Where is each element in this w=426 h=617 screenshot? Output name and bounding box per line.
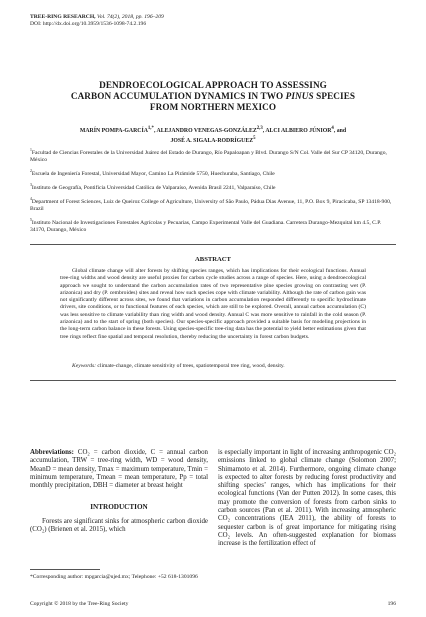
corresponding-author-footnote: *Corresponding author: mpgarcia@ujed.mx; Telephone: +52 618-1301096: [30, 574, 198, 580]
affiliation-1-text: Facultad de Ciencias Forestales de la Universidad Juárez del Estado de Durango, Río Papaloapan y Blvd. Durango S/N Col. Valle del Sur CP 34120, Durango, México: [30, 149, 387, 164]
author-line-1: [30, 125, 396, 135]
author-4: JOSÉ A. SIGALA-RODRÍGUEZ: [170, 137, 254, 144]
abstract-top-rule: [30, 244, 396, 245]
abstract-heading: ABSTRACT: [195, 256, 231, 263]
right-column-text: is especially important in light of increasing anthropogenic CO₂ emissions linked to global climate change (Solomon 2007; Shimamoto et al. 2014). Furthermore, ongoing climate change is expected to alter forests by reducing forest productivity and shifting species’ ranges, which has implications for their ecological functions (Van der Putten 2012). In some cases, this may promote the conversion of forests from carbon sinks to carbon sources (Pan et al. 2011). With increasing atmospheric CO₂ concentrations (IEA 2011), the ability of forests to sequester carbon is of great importance for mitigating rising CO₂ levels. An often-suggested explanation for biomass increase is the fertilization effect of: [218, 449, 396, 548]
title-line-2-italic: PINUS: [285, 91, 314, 101]
abbreviations-label: Abbreviations:: [30, 449, 74, 456]
affiliation-1: [30, 147, 396, 164]
affiliation-2-num: 2: [30, 169, 32, 173]
author-3: , ALCI ALBIERO JÚNIOR: [262, 127, 332, 134]
title-line-2-pre: CARBON ACCUMULATION DYNAMICS IN TWO: [70, 91, 286, 101]
abstract-bottom-rule: [30, 380, 396, 381]
author-list: [30, 125, 396, 145]
journal-details: Vol. 74(2), 2018, pp. 196–209: [97, 14, 164, 20]
journal-citation: [30, 14, 164, 21]
affiliation-4: [30, 196, 396, 213]
page-number: 196: [387, 601, 396, 607]
abbreviations-text: CO₂ = carbon dioxide, C = annual carbon accumulation, TRW = tree-ring width, WD = wood density, MeanD = mean density, Tmax = maximum temperature, Tmin = minimum temperature, Tmean = mean temperature, Pp = total monthly precipitation, DBH = diameter at breast height: [30, 449, 208, 490]
footnote-rule: [30, 569, 100, 570]
paper-title: [30, 80, 396, 113]
copyright-notice: Copyright © 2018 by the Tree-Ring Society: [30, 601, 129, 607]
affiliation-4-text: Department of Forest Sciences, Luiz de Queiroz College of Agriculture, University of São Paulo, Pádua Dias Avenue, 11, P.O. Box 9, Piracicaba, SP 13418-900, Brazil: [30, 198, 392, 213]
author-2: , ALEJANDRO VENEGAS-GONZÁLEZ: [153, 127, 257, 134]
affiliation-2: [30, 168, 396, 178]
affiliation-2-text: Escuela de Ingeniería Forestal, Universidad Mayor, Camino La Pirámide 5750, Huechuraba, Santiago, Chile: [31, 170, 275, 177]
author-2-sup: 2,3: [256, 126, 263, 131]
author-line-2: [30, 135, 396, 145]
author-conjunction: , and: [333, 127, 347, 134]
keywords: [60, 363, 366, 370]
abbreviations-paragraph: [30, 449, 208, 490]
author-4-sup: 5: [253, 135, 256, 141]
title-line-3: FROM NORTHERN MEXICO: [149, 102, 277, 112]
title-line-2: [30, 91, 396, 102]
affiliation-4-num: 4: [30, 197, 32, 201]
affiliation-5: [30, 217, 396, 234]
affiliation-1-num: 1: [30, 148, 32, 152]
affiliation-3-text: Instituto de Geografía, Pontificia Universidad Católica de Valparaíso, Avenida Brasil 2241, Valparaíso, Chile: [31, 184, 276, 191]
title-line-1: DENDROECOLOGICAL APPROACH TO ASSESSING: [99, 80, 327, 90]
keywords-text: climate-change, climate sensitivity of trees, spatiotemporal tree ring, wood, density.: [96, 363, 285, 369]
introduction-heading: INTRODUCTION: [90, 503, 148, 511]
affiliation-5-num: 5: [30, 218, 32, 222]
title-line-2-post: SPECIES: [313, 91, 356, 101]
doi-link[interactable]: DOI: http://dx.doi.org/10.3959/1536-1098-74.2.196: [30, 21, 147, 27]
author-1-sup: 1,*: [147, 126, 154, 131]
journal-name: TREE-RING RESEARCH,: [30, 14, 96, 20]
author-3-sup: 4: [331, 126, 334, 131]
affiliation-5-text: Instituto Nacional de Investigaciones Forestales Agrícolas y Pecuarias, Campo Experimental Valle del Guadiana. Carretera Durango-Mezquital km 4.5, C.P. 34170, Durango, México: [30, 219, 382, 234]
affiliation-3-num: 3: [30, 183, 32, 187]
abstract-body: Global climate change will alter forests by shifting species ranges, which has implications for their ecological functions. Annual tree-ring widths and wood density are useful proxies for carbon cycle studies across a range of species. Here, using a dendroecological approach we sought to understand the carbon accumulation rates of two representative pine species growing on contrasting wet (P. arizonica) and dry (P. cembroides) sites and reveal how such species cope with climate variability. Although the rate of carbon gain was not significantly different across sites, we found that variations in carbon accumulation responded differently to specific hydroclimate drivers, site conditions, or to functional features of each species, which are still to be explored. Overall, annual carbon accumulation (C) was less sensitive to climate variability than ring width and wood density. Annual C was more sensitive to rainfall in the cold season (P. arizonica) and to the start of spring (both species). Our species-specific approach provided a suitable basis for modeling projections in the long-term carbon balance in these forests. Using species-specific tree-ring data has the potential to yield better estimations given that tree rings reflect fine spatial and temporal resolution, thereby reducing the uncertainty in forest carbon budgets.: [60, 268, 366, 340]
affiliation-3: [30, 182, 396, 192]
keywords-label: Keywords:: [72, 363, 97, 369]
introduction-paragraph: Forests are significant sinks for atmospheric carbon dioxide (CO₂) (Brienen et al. 2015), which: [30, 518, 208, 534]
author-1: MARÍN POMPA-GARCÍA: [79, 127, 148, 134]
